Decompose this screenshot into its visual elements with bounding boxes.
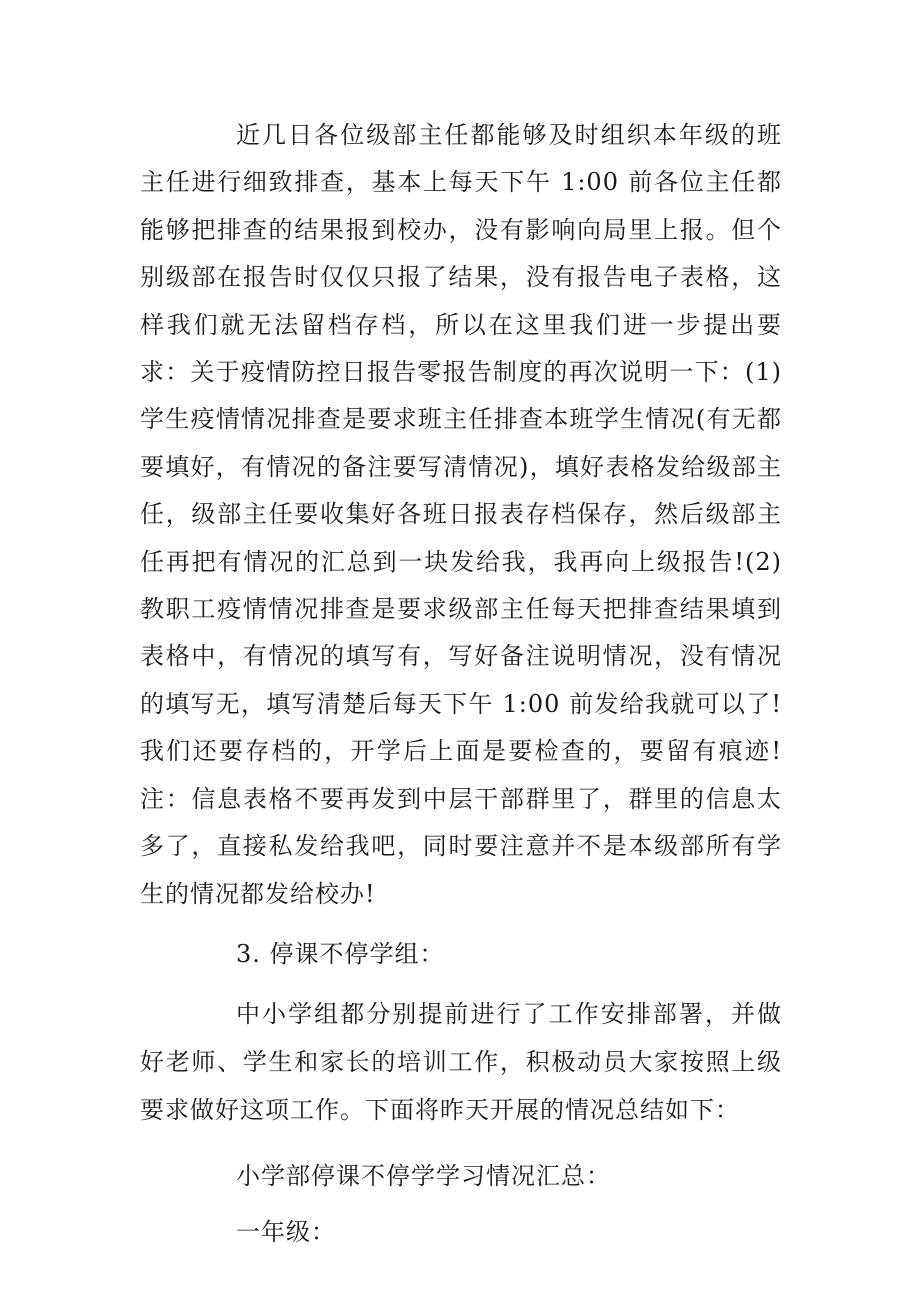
paragraph-grade-one: 一年级： xyxy=(236,1217,336,1246)
paragraph-work-arrangement: 中小学组都分别提前进行了工作安排部署，并做好老师、学生和家长的培训工作，积极动员大家按照上级要求做好这项工作。下面将昨天开展的情况总结如下： xyxy=(140,999,782,1124)
paragraph-epidemic-reporting: 近几日各位级部主任都能够及时组织本年级的班主任进行细致排查，基本上每天下午 1:00 前各位主任都能够把排查的结果报到校办，没有影响向局里上报。但个别级部在报告时仅仅只报了结果，没有报告电子表格，这样我们就无法留档存档，所以在这里我们进一步提出要求：关于疫情防控日报告零报告制度的再次说明一下：(1)学生疫情情况排查是要求班主任排查本班学生情况(有无都要填好，有情况的备注要写清情况)，填好表格发给级部主任，级部主任要收集好各班日报表存档保存，然后级部主任再把有情况的汇总到一块发给我，我再向上级报告!(2)教职工疫情情况排查是要求级部主任每天把排查结果填到表格中，有情况的填写有，写好备注说明情况，没有情况的填写无，填写清楚后每天下午 1:00 前发给我就可以了!我们还要存档的，开学后上面是要检查的，要留有痕迹!注：信息表格不要再发到中层干部群里了，群里的信息太多了，直接私发给我吧，同时要注意并不是本级部所有学生的情况都发给校办! xyxy=(140,121,782,908)
document-body xyxy=(140,112,782,1256)
paragraph-primary-summary-title: 小学部停课不停学学习情况汇总： xyxy=(236,1161,611,1190)
section-heading-no-suspension-group: 3. 停课不停学组： xyxy=(236,939,445,968)
